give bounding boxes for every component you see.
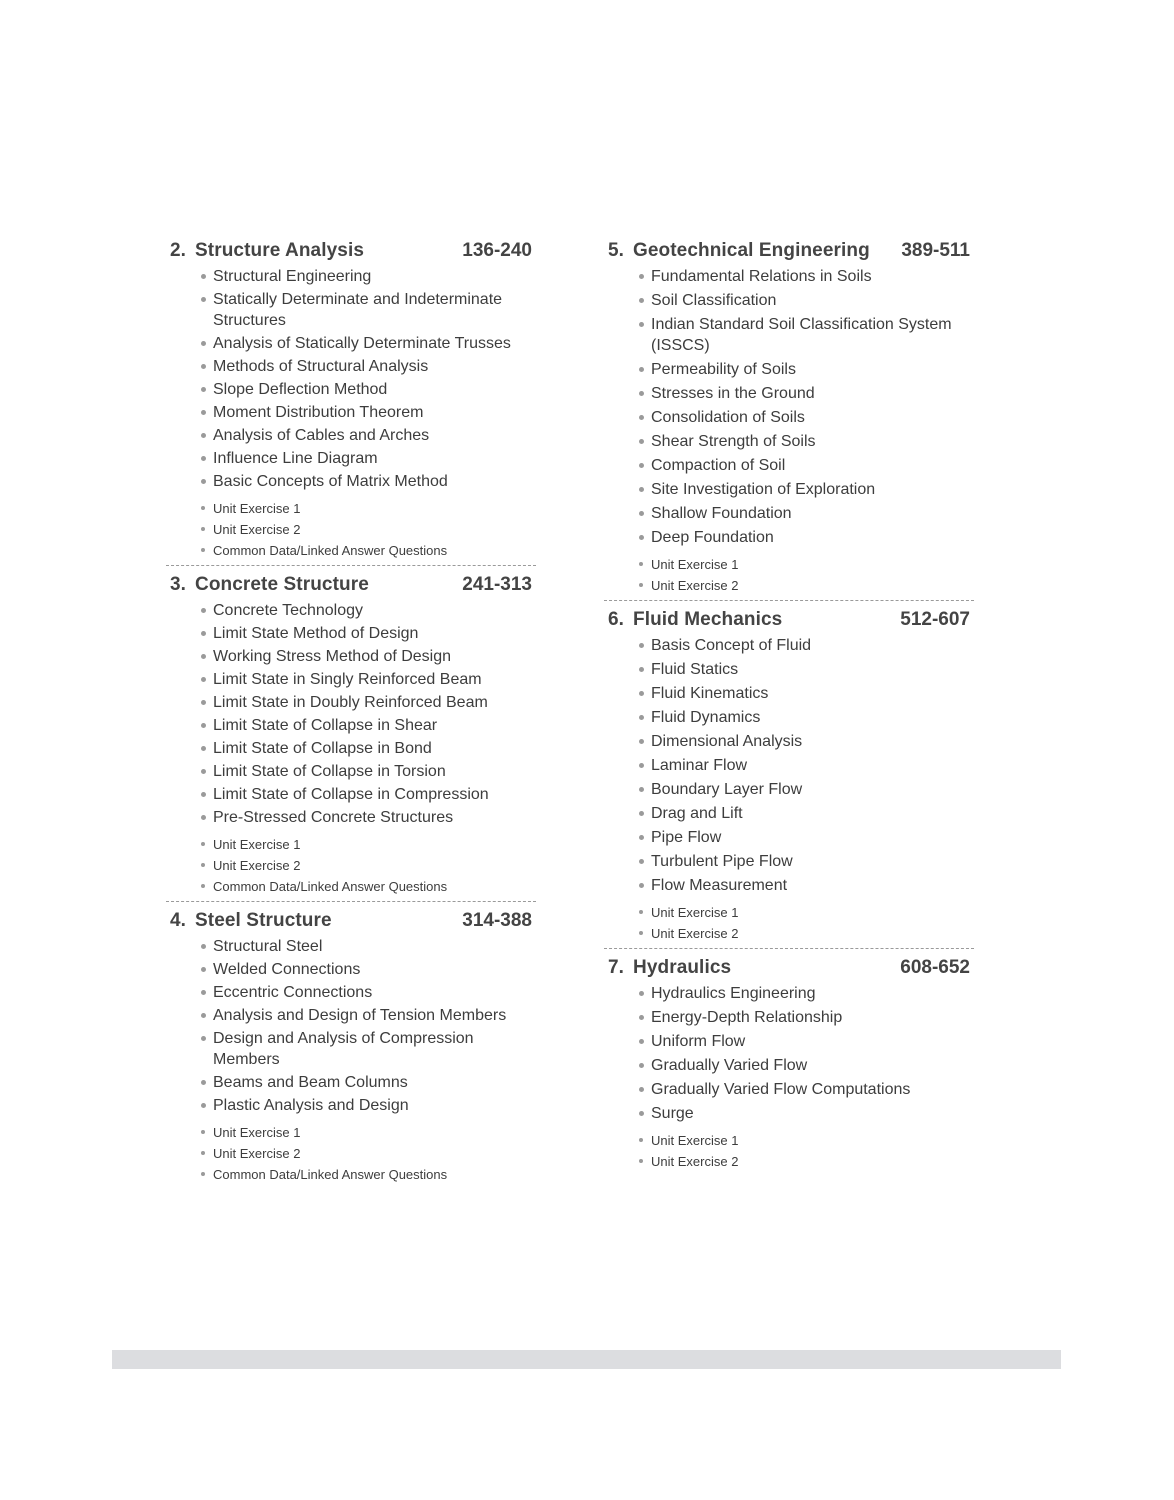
topic-label: Limit State in Singly Reinforced Beam	[213, 671, 482, 688]
topic-label: Limit State of Collapse in Compression	[213, 786, 489, 803]
topic-label: Gradually Varied Flow	[651, 1057, 808, 1074]
bullet-icon	[201, 1013, 206, 1018]
topic-item	[608, 803, 970, 824]
bullet-icon	[201, 341, 206, 346]
chapter-page-range: 241-313	[462, 574, 532, 595]
topic-label: Analysis of Cables and Arches	[213, 427, 430, 444]
topic-item	[170, 807, 532, 828]
bullet-icon	[201, 479, 206, 484]
chapter-page-range: 136-240	[462, 240, 532, 261]
topic-item	[170, 761, 532, 782]
topic-label: Fluid Dynamics	[651, 709, 761, 726]
bullet-icon	[201, 1080, 206, 1085]
chapter-heading	[608, 609, 970, 635]
topic-item	[608, 266, 970, 287]
bullet-icon	[639, 883, 644, 888]
exercise-label: Unit Exercise 1	[213, 501, 301, 516]
topic-label: Shallow Foundation	[651, 505, 792, 522]
bullet-icon	[639, 274, 644, 279]
section-divider	[604, 948, 974, 949]
bullet-icon	[201, 274, 206, 279]
topic-item	[170, 333, 532, 354]
topic-item	[170, 982, 532, 1003]
bullet-icon	[201, 723, 206, 728]
topic-label: Boundary Layer Flow	[651, 781, 803, 798]
exercise-list	[608, 904, 970, 942]
bullet-icon	[201, 364, 206, 369]
bullet-icon	[201, 1172, 205, 1176]
exercise-item	[170, 878, 532, 895]
topic-item	[170, 715, 532, 736]
chapter-page-range: 608-652	[900, 957, 970, 978]
exercise-item	[608, 1153, 970, 1170]
topic-item	[608, 707, 970, 728]
chapter-title: Steel Structure	[195, 910, 332, 931]
footer-bar	[112, 1350, 1061, 1369]
bullet-icon	[201, 700, 206, 705]
topic-label: Energy-Depth Relationship	[651, 1009, 843, 1026]
chapter-section	[608, 957, 970, 1170]
exercise-label: Unit Exercise 2	[651, 926, 739, 941]
topic-item	[170, 936, 532, 957]
topic-label: Limit State of Collapse in Torsion	[213, 763, 446, 780]
chapter-heading	[608, 240, 970, 266]
topic-item	[170, 289, 532, 331]
topic-item	[608, 503, 970, 524]
topic-item	[608, 1079, 970, 1100]
exercise-item	[170, 542, 532, 559]
topic-label: Fundamental Relations in Soils	[651, 268, 872, 285]
chapter-section	[170, 910, 532, 1183]
topic-label: Deep Foundation	[651, 529, 774, 546]
topic-item	[608, 875, 970, 896]
bullet-icon	[639, 298, 644, 303]
exercise-label: Unit Exercise 1	[651, 557, 739, 572]
bullet-icon	[639, 835, 644, 840]
topic-label: Limit State of Collapse in Shear	[213, 717, 438, 734]
bullet-icon	[639, 667, 644, 672]
bullet-icon	[201, 944, 206, 949]
bullet-icon	[639, 859, 644, 864]
topic-item	[170, 959, 532, 980]
topic-item	[170, 1005, 532, 1026]
topic-item	[608, 1055, 970, 1076]
bullet-icon	[201, 527, 205, 531]
chapter-title: Structure Analysis	[195, 240, 364, 261]
topic-label: Laminar Flow	[651, 757, 748, 774]
bullet-icon	[639, 715, 644, 720]
topic-label: Moment Distribution Theorem	[213, 404, 424, 421]
exercise-item	[170, 500, 532, 517]
topic-item	[608, 731, 970, 752]
topic-label: Surge	[651, 1105, 694, 1122]
topic-item	[608, 851, 970, 872]
exercise-item	[608, 1132, 970, 1149]
bullet-icon	[201, 297, 206, 302]
topic-label: Stresses in the Ground	[651, 385, 815, 402]
bullet-icon	[639, 1111, 644, 1116]
bullet-icon	[201, 1036, 206, 1041]
topic-item	[608, 683, 970, 704]
topic-list	[608, 635, 970, 896]
topic-label: Indian Standard Soil Classification System (ISSCS)	[651, 316, 952, 354]
exercise-item	[170, 1124, 532, 1141]
topic-item	[608, 983, 970, 1004]
topic-label: Influence Line Diagram	[213, 450, 378, 467]
topic-label: Fluid Statics	[651, 661, 739, 678]
topic-label: Flow Measurement	[651, 877, 788, 894]
topic-item	[608, 635, 970, 656]
topic-list	[608, 983, 970, 1124]
topic-label: Structural Engineering	[213, 268, 372, 285]
bullet-icon	[639, 643, 644, 648]
bullet-icon	[201, 863, 205, 867]
bullet-icon	[639, 322, 644, 327]
bullet-icon	[639, 1015, 644, 1020]
topic-label: Statically Determinate and Indeterminate Structures	[213, 291, 503, 329]
topic-item	[608, 755, 970, 776]
topic-item	[608, 479, 970, 500]
topic-item	[170, 600, 532, 621]
exercise-list	[608, 556, 970, 594]
bullet-icon	[201, 506, 205, 510]
chapter-title: Concrete Structure	[195, 574, 369, 595]
bullet-icon	[639, 910, 643, 914]
bullet-icon	[639, 1138, 643, 1142]
bullet-icon	[639, 463, 644, 468]
bullet-icon	[639, 439, 644, 444]
topic-item	[608, 1031, 970, 1052]
chapter-title: Geotechnical Engineering	[633, 240, 870, 261]
topic-item	[608, 1103, 970, 1124]
topic-list	[170, 600, 532, 828]
bullet-icon	[201, 842, 205, 846]
topic-label: Permeability of Soils	[651, 361, 796, 378]
topic-label: Drag and Lift	[651, 805, 743, 822]
bullet-icon	[639, 739, 644, 744]
exercise-item	[608, 925, 970, 942]
bullet-icon	[639, 1087, 644, 1092]
topic-label: Hydraulics Engineering	[651, 985, 816, 1002]
topic-list	[170, 266, 532, 492]
topic-item	[170, 356, 532, 377]
bullet-icon	[201, 1130, 205, 1134]
topic-label: Consolidation of Soils	[651, 409, 805, 426]
bullet-icon	[201, 387, 206, 392]
chapter-section	[608, 240, 970, 601]
topic-item	[170, 402, 532, 423]
topic-label: Pre-Stressed Concrete Structures	[213, 809, 454, 826]
topic-label: Basis Concept of Fluid	[651, 637, 812, 654]
exercise-label: Unit Exercise 2	[651, 578, 739, 593]
topic-item	[608, 314, 970, 356]
topic-label: Plastic Analysis and Design	[213, 1097, 409, 1114]
topic-item	[170, 669, 532, 690]
topic-item	[170, 448, 532, 469]
topic-label: Limit State of Collapse in Bond	[213, 740, 432, 757]
bullet-icon	[639, 787, 644, 792]
bullet-icon	[639, 415, 644, 420]
topic-item	[608, 359, 970, 380]
topic-item	[608, 527, 970, 548]
exercise-label: Unit Exercise 1	[213, 837, 301, 852]
topic-label: Basic Concepts of Matrix Method	[213, 473, 448, 490]
bullet-icon	[639, 1063, 644, 1068]
bullet-icon	[639, 763, 644, 768]
topic-label: Analysis and Design of Tension Members	[213, 1007, 507, 1024]
topic-item	[608, 455, 970, 476]
chapter-section	[608, 609, 970, 949]
topic-label: Compaction of Soil	[651, 457, 786, 474]
chapter-heading	[170, 910, 532, 936]
exercise-label: Unit Exercise 1	[651, 1133, 739, 1148]
bullet-icon	[639, 487, 644, 492]
chapter-section	[170, 574, 532, 902]
bullet-icon	[201, 746, 206, 751]
topic-label: Beams and Beam Columns	[213, 1074, 408, 1091]
topic-label: Soil Classification	[651, 292, 777, 309]
exercise-label: Unit Exercise 1	[651, 905, 739, 920]
bullet-icon	[639, 811, 644, 816]
exercise-label: Unit Exercise 2	[651, 1154, 739, 1169]
bullet-icon	[201, 1103, 206, 1108]
section-divider	[166, 901, 536, 902]
exercise-label: Unit Exercise 2	[213, 522, 301, 537]
topic-item	[170, 738, 532, 759]
exercise-list	[170, 500, 532, 559]
topic-label: Welded Connections	[213, 961, 361, 978]
topic-item	[608, 383, 970, 404]
topic-item	[608, 407, 970, 428]
topic-item	[608, 290, 970, 311]
bullet-icon	[201, 990, 206, 995]
exercise-item	[170, 521, 532, 538]
topic-label: Limit State Method of Design	[213, 625, 419, 642]
section-divider	[166, 565, 536, 566]
exercise-label: Unit Exercise 1	[213, 1125, 301, 1140]
exercise-item	[170, 857, 532, 874]
chapter-number: 3.	[170, 574, 187, 595]
topic-item	[170, 1072, 532, 1093]
topic-item	[170, 1095, 532, 1116]
bullet-icon	[639, 535, 644, 540]
topic-item	[170, 692, 532, 713]
topic-label: Shear Strength of Soils	[651, 433, 816, 450]
topic-label: Concrete Technology	[213, 602, 364, 619]
bullet-icon	[201, 608, 206, 613]
chapter-page-range: 512-607	[900, 609, 970, 630]
topic-label: Working Stress Method of Design	[213, 648, 452, 665]
exercise-label: Common Data/Linked Answer Questions	[213, 1167, 448, 1182]
topic-label: Fluid Kinematics	[651, 685, 769, 702]
exercise-label: Common Data/Linked Answer Questions	[213, 879, 448, 894]
bullet-icon	[201, 1151, 205, 1155]
contents-left-column	[170, 240, 532, 1187]
exercise-item	[608, 577, 970, 594]
exercise-list	[170, 836, 532, 895]
chapter-number: 7.	[608, 957, 625, 978]
topic-item	[608, 659, 970, 680]
topic-label: Gradually Varied Flow Computations	[651, 1081, 911, 1098]
bullet-icon	[201, 654, 206, 659]
contents-right-column	[608, 240, 970, 1174]
chapter-title: Fluid Mechanics	[633, 609, 783, 630]
topic-label: Uniform Flow	[651, 1033, 746, 1050]
bullet-icon	[639, 691, 644, 696]
topic-label: Slope Deflection Method	[213, 381, 388, 398]
topic-label: Limit State in Doubly Reinforced Beam	[213, 694, 488, 711]
topic-label: Dimensional Analysis	[651, 733, 803, 750]
exercise-item	[170, 836, 532, 853]
bullet-icon	[201, 631, 206, 636]
topic-item	[608, 779, 970, 800]
topic-label: Pipe Flow	[651, 829, 722, 846]
bullet-icon	[639, 562, 643, 566]
topic-item	[170, 646, 532, 667]
chapter-number: 6.	[608, 609, 625, 630]
topic-item	[170, 379, 532, 400]
exercise-label: Unit Exercise 2	[213, 858, 301, 873]
topic-item	[170, 784, 532, 805]
bullet-icon	[639, 991, 644, 996]
bullet-icon	[639, 583, 643, 587]
exercise-item	[608, 904, 970, 921]
bullet-icon	[639, 511, 644, 516]
bullet-icon	[639, 1039, 644, 1044]
exercise-label: Common Data/Linked Answer Questions	[213, 543, 448, 558]
bullet-icon	[201, 410, 206, 415]
bullet-icon	[639, 391, 644, 396]
topic-list	[170, 936, 532, 1116]
bullet-icon	[201, 815, 206, 820]
chapter-heading	[170, 240, 532, 266]
exercise-list	[170, 1124, 532, 1183]
chapter-page-range: 389-511	[901, 240, 970, 261]
chapter-number: 4.	[170, 910, 187, 931]
bullet-icon	[201, 792, 206, 797]
bullet-icon	[201, 677, 206, 682]
bullet-icon	[201, 456, 206, 461]
topic-label: Analysis of Statically Determinate Trusses	[213, 335, 511, 352]
bullet-icon	[639, 1159, 643, 1163]
exercise-label: Unit Exercise 2	[213, 1146, 301, 1161]
chapter-section	[170, 240, 532, 566]
bullet-icon	[201, 548, 205, 552]
topic-label: Structural Steel	[213, 938, 323, 955]
topic-label: Design and Analysis of Compression Members	[213, 1030, 474, 1068]
topic-item	[170, 471, 532, 492]
topic-label: Turbulent Pipe Flow	[651, 853, 793, 870]
topic-item	[608, 1007, 970, 1028]
exercise-item	[170, 1145, 532, 1162]
bullet-icon	[201, 967, 206, 972]
exercise-list	[608, 1132, 970, 1170]
section-divider	[604, 600, 974, 601]
topic-label: Eccentric Connections	[213, 984, 373, 1001]
bullet-icon	[201, 433, 206, 438]
chapter-title: Hydraulics	[633, 957, 732, 978]
chapter-heading	[170, 574, 532, 600]
bullet-icon	[639, 367, 644, 372]
topic-item	[608, 827, 970, 848]
topic-item	[608, 431, 970, 452]
exercise-item	[608, 556, 970, 573]
topic-list	[608, 266, 970, 548]
bullet-icon	[201, 769, 206, 774]
bullet-icon	[639, 931, 643, 935]
topic-item	[170, 266, 532, 287]
chapter-heading	[608, 957, 970, 983]
bullet-icon	[201, 884, 205, 888]
chapter-number: 5.	[608, 240, 625, 261]
topic-item	[170, 425, 532, 446]
topic-item	[170, 623, 532, 644]
topic-label: Methods of Structural Analysis	[213, 358, 429, 375]
topic-item	[170, 1028, 532, 1070]
topic-label: Site Investigation of Exploration	[651, 481, 876, 498]
exercise-item	[170, 1166, 532, 1183]
chapter-number: 2.	[170, 240, 187, 261]
chapter-page-range: 314-388	[462, 910, 532, 931]
